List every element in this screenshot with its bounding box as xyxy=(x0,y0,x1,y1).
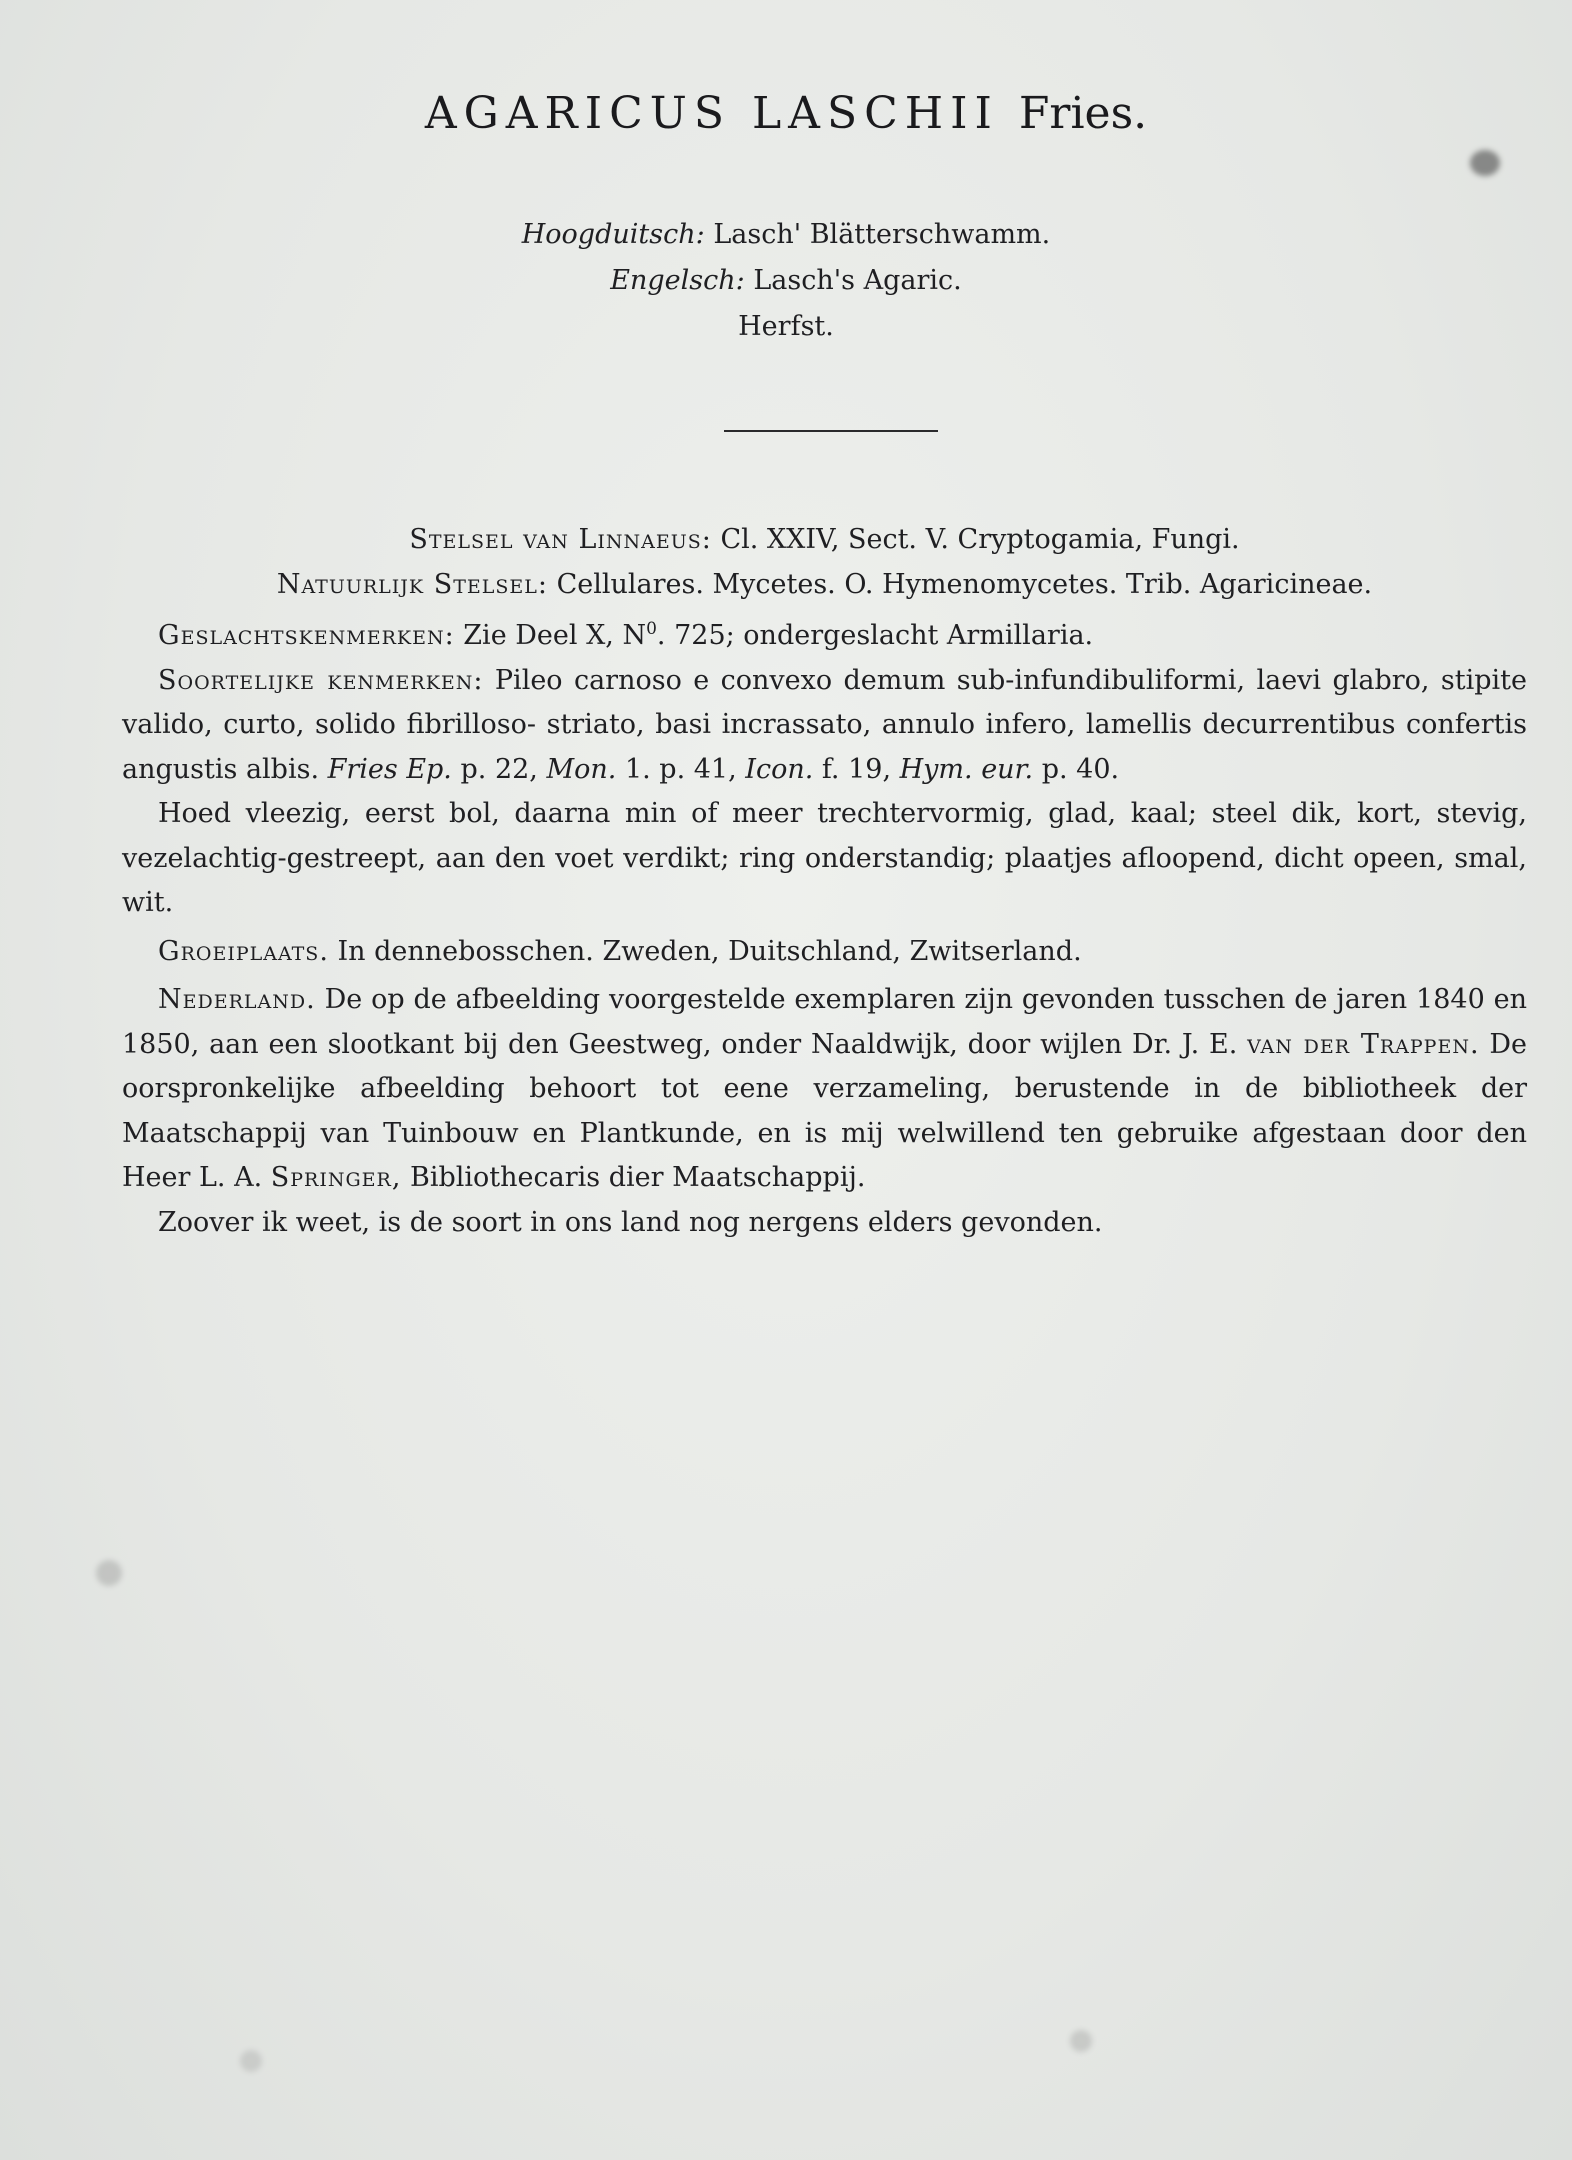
ref-fries-page: p. 22, xyxy=(460,753,538,785)
natural-line xyxy=(122,563,1527,608)
divider-rule xyxy=(724,430,938,432)
genus-label: Geslachtskenmerken: xyxy=(158,620,455,651)
lang-label: Engelsch: xyxy=(610,265,745,296)
natural-text: Cellulares. Mycetes. O. Hymenomycetes. Trib. Agaricineae. xyxy=(556,568,1373,600)
classification-block xyxy=(122,518,1527,1245)
genus-text-a: Zie Deel X, N xyxy=(463,620,647,651)
ref-hym-page: p. 40. xyxy=(1041,753,1120,785)
ink-spot xyxy=(240,2050,262,2072)
species-characters xyxy=(122,659,1527,793)
ink-spot xyxy=(1470,150,1500,176)
natural-label: Natuurlijk Stelsel: xyxy=(276,568,548,600)
ink-spot xyxy=(96,1560,122,1586)
netherlands-label: Nederland. xyxy=(158,984,316,1015)
closing: Zoover ik weet, is de soort in ons land nog nergens elders gevonden. xyxy=(158,1206,1103,1238)
name-english xyxy=(0,258,1572,304)
linnaeus-label: Stelsel van Linnaeus: xyxy=(409,524,712,555)
genus-sup: 0 xyxy=(646,619,657,639)
ref-hym: Hym. eur. xyxy=(899,753,1034,785)
netherlands-name: van der Trappen. xyxy=(1247,1028,1480,1060)
title-species: AGARICUS LASCHII xyxy=(424,88,999,139)
vernacular-names xyxy=(0,212,1572,350)
species-latin: Pileo carnoso e convexo demum sub-infundibuliformi, laevi glabro, stipite valido, curto, solido fibrilloso- striato, basi incrassato, annulo infero, lamellis decurrentibus confertis angustis albis. xyxy=(122,664,1527,785)
title-author: Fries. xyxy=(1018,88,1148,139)
netherlands xyxy=(122,978,1527,1201)
page-title xyxy=(0,88,1572,139)
name-value: Lasch's Agaric. xyxy=(753,265,962,296)
netherlands-springer: Springer, xyxy=(270,1162,402,1193)
ref-fries: Fries Ep. xyxy=(327,753,452,785)
habitat xyxy=(122,930,1527,975)
ref-mon-page: 1. p. 41, xyxy=(624,753,737,785)
ref-icon-page: f. 19, xyxy=(821,753,892,785)
netherlands-text-b: De oorspronkelijke afbeelding behoort tot eene verzameling, berustende in de bibliotheek der Maatschappij van Tuinbouw en Plantkunde, en is mij welwillend ten gebruike afgestaan door den Heer L. A. xyxy=(122,1028,1527,1193)
description: Hoed vleezig, eerst bol, daarna min of meer trechtervormig, glad, kaal; steel dik, kort, stevig, vezelachtig-gestreept, aan den voet verdikt; ring onderstandig; plaatjes afloopend, dicht opeen, smal, wit. xyxy=(122,798,1527,918)
season: Herfst. xyxy=(738,311,834,342)
ref-icon: Icon. xyxy=(745,753,814,785)
netherlands-text-a: De op de afbeelding voorgestelde exemplaren zijn gevonden tusschen de jaren 1840 en 1850, aan een slootkant bij den Geestweg, onder Naaldwijk, door wijlen Dr. J. E. xyxy=(122,984,1527,1060)
name-german xyxy=(0,212,1572,258)
habitat-label: Groeiplaats. xyxy=(158,935,329,967)
ref-mon: Mon. xyxy=(546,753,617,785)
genus-characters xyxy=(122,607,1527,659)
netherlands-text-c: Bibliothecaris dier Maatschappij. xyxy=(410,1162,866,1193)
ink-spot xyxy=(1070,2030,1092,2052)
linnaeus-line xyxy=(122,518,1527,563)
lang-label: Hoogduitsch: xyxy=(521,219,705,250)
linnaeus-text: Cl. XXIV, Sect. V. Cryptogamia, Fungi. xyxy=(720,524,1240,555)
habitat-text: In dennebosschen. Zweden, Duitschland, Zwitserland. xyxy=(337,935,1082,967)
species-label: Soortelijke kenmerken: xyxy=(158,664,484,696)
name-value: Lasch' Blätterschwamm. xyxy=(713,219,1051,250)
genus-text-b: . 725; ondergeslacht Armillaria. xyxy=(656,620,1094,651)
